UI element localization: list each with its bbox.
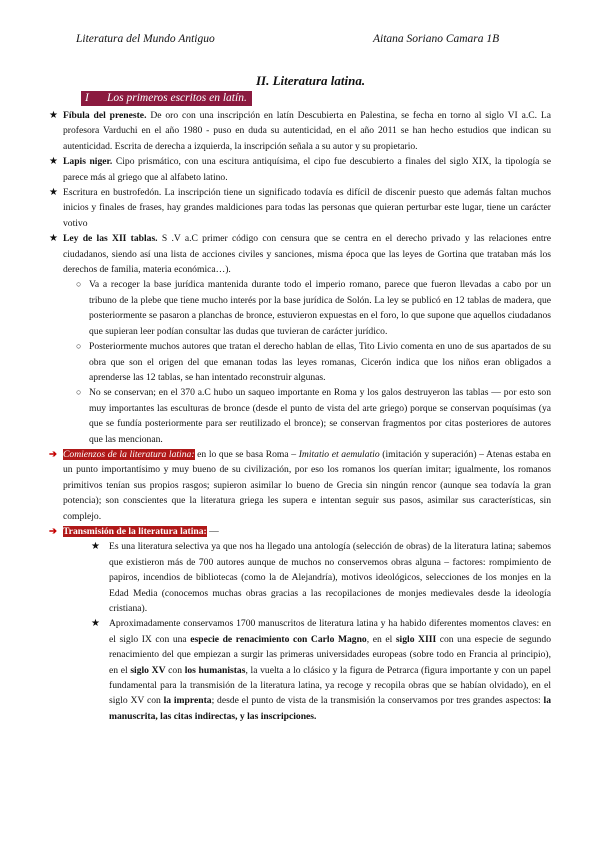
bold-segment: los humanistas: [184, 664, 246, 676]
lead-comienzos: en lo que se basa Roma –: [194, 448, 299, 460]
heading-comienzos: Comienzos de la literatura latina:: [63, 448, 195, 460]
document-body: [49, 108, 551, 724]
sublist-item: [49, 277, 551, 339]
sublist-text: Va a recoger la base jurídica mantenida durante todo el imperio romano, parece que fueron llevadas a cabo por un tribuno de la plebe que tiene mucho interés por la base jurídica de Solón. La ley se publicó en 12 tablas de madera, que posteriormente se pasaron a planchas de bronce, estuvieron expuestas en el foro, lo que supone que aquellos ciudadanos que supieran leer podían consultar las dudas que tuvieran de carácter jurídico.: [89, 279, 551, 337]
star-bullet-icon: ★: [49, 233, 58, 245]
heading-transmision: Transmisión de la literatura latina:: [63, 525, 207, 537]
text-segment: ; desde el punto de vista de la transmisión la conservamos por tres grandes aspectos:: [211, 695, 544, 707]
header-course: Literatura del Mundo Antiguo: [76, 33, 215, 45]
term-ley: Ley de las XII tablas.: [63, 233, 158, 245]
list-item-fibula: [49, 108, 551, 154]
header-author: Aitana Soriano Camara 1B: [373, 33, 500, 45]
page-title: II. Literatura latina.: [256, 73, 366, 88]
text-bustrofedon: Escritura en bustrofedón. La inscripción tiene un significado todavía es difícil de discenir puesto que además faltan muchos inicios y finales de frases, hay grandes maldiciones para todas las personas que quieran perturbar este lugar, tiene un carácter votivo: [63, 187, 551, 229]
text-fibula: De oro con una inscripción en latín Descubierta en Palestina, se fecha en torno al siglo VI a.C. La profesora Varduchi en el año 1980 - puso en duda su autenticidad, en el año 2011 se han hecho estudios que indican su autenticidad. Escrita de derecha a izquierda, la inscripción señala a su autor y su propietario.: [63, 110, 551, 152]
star-bullet-icon: ★: [49, 156, 58, 168]
sublist-item: [49, 339, 551, 385]
circle-bullet-icon: ○: [76, 341, 82, 352]
bold-segment: la imprenta: [163, 695, 212, 707]
list-item-lapis: [49, 154, 551, 185]
bold-segment: especie de renacimiento con Carlo Magno: [190, 633, 367, 645]
sublist-text: Es una literatura selectiva ya que nos ha llegado una antología (selección de obras) de la literatura latina; sabemos que existieron más de 700 autores aunque de muchos no conservemos obras alguna – factores: rompimiento de papiros, incendios de bibliotecas (como la de Alejandría), motivos ideológicos, selecciones de los monjes en la Edad Media (conocemos muchas obras gracias a las recopilaciones de monjes medievales desde la ideología cristiana).: [109, 541, 551, 614]
text-segment: Aproximadamente conservamos 1700 manuscritos de literatura latina y ha habido diferentes momentos claves: en el siglo IX con una: [109, 618, 551, 645]
sublist-text: Posteriormente muchos autores que tratan el derecho hablan de ellas, Tito Livio comenta en uno de sus apartados de su obra que son el origen del que emanan todas las leyes romanas, Cicerón indica que los niños eran obligados a aprenderse las 12 tablas, se han intentado reconstruir algunas.: [89, 341, 551, 383]
list-item-comienzos: [49, 447, 551, 524]
text-lapis: Cipo prismático, con una escitura antiquísima, el cipo fue descubierto a finales del siglo XIX, la tipología se parece más al griego que al alfabeto latino.: [63, 156, 551, 183]
star-bullet-icon: ★: [91, 541, 100, 553]
bold-segment: siglo XV: [130, 664, 166, 676]
text-segment: con una especie de segundo renacimiento del que empiezan a surgir las primeras universidades europeas (sobre todo en Francia al principio), en el: [109, 633, 551, 676]
sublist-text: No se conservan; en el 370 a.C hubo un saqueo importante en Roma y los galos destruyeron las tablas — por esto son muy importantes las esculturas de bronce (desde el punto de vista del arte griego) porque se conservan poquísimas (ya que se fundía posteriormente para ser reutilizado el bronce); se conservan fragmentos por citas posteriores de autores que las mencionan.: [89, 387, 551, 445]
dash-transmision: —: [206, 525, 219, 537]
sublist-item: [49, 616, 551, 724]
circle-bullet-icon: ○: [76, 279, 82, 290]
latin-phrase: Imitatio et aemulatio: [298, 448, 380, 460]
list-item-bustrofedon: [49, 185, 551, 231]
text-comienzos: (imitación y superación) – Atenas estaba en un punto importantísimo y muy bueno de su civilización, por eso los romanos los querían imitar; igualmente, los romanos primitivos tenían sus propios rasgos; supieron asimilar lo bueno de Grecia sin ningún rencor (aunque sea todavía la gran potencia); son conscientes que la literatura griega les supera e intentan seguir sus pasos, asimilar sus características, sin complejo.: [63, 448, 551, 522]
term-lapis: Lapis niger.: [63, 156, 113, 168]
bold-segment: siglo XIII: [395, 633, 437, 645]
sublist-item: [49, 385, 551, 447]
list-item-ley: [49, 231, 551, 277]
text-ley: S .V a.C primer código con censura que se centra en el derecho privado y las relaciones entre ciudadanos, siendo así una lista de acciones civiles y sanciones, misma época que las leyes de Gortina que trataban más los derechos de familia, materia económica…).: [63, 233, 552, 276]
list-item-transmision: [49, 524, 551, 539]
section-number: I: [85, 92, 89, 104]
arrow-right-icon: ➔: [49, 448, 58, 460]
section-label: Los primeros escritos en latín.: [107, 92, 247, 104]
bold-segment: la manuscrita, las citas indirectas, y las inscripciones.: [109, 695, 551, 722]
text-segment: , en el: [366, 633, 396, 645]
term-fibula: Fíbula del preneste.: [63, 110, 147, 121]
star-bullet-icon: ★: [91, 618, 100, 630]
star-bullet-icon: ★: [49, 110, 58, 121]
section-heading: [81, 91, 252, 106]
sublist-item: [49, 539, 551, 616]
text-segment: , la vuelta a lo clásico y la figura de Petrarca (figura importante y con un papel fundamental para la transmisión de la literatura latina, ya recoge y recopila obras que se habían olvidado), en el siglo XV con: [109, 664, 551, 707]
arrow-right-icon: ➔: [49, 525, 58, 537]
text-segment: con: [165, 664, 185, 676]
star-bullet-icon: ★: [49, 187, 58, 199]
circle-bullet-icon: ○: [76, 387, 82, 398]
